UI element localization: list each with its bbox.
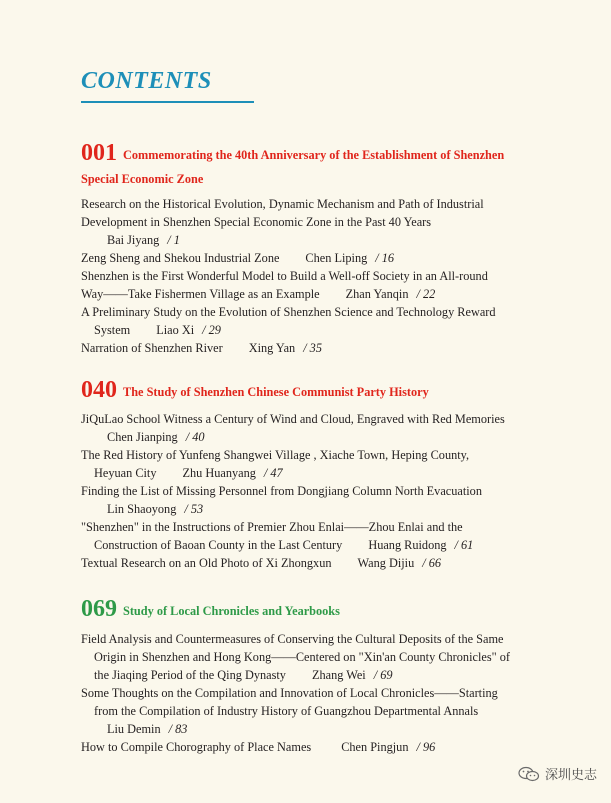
entry-author: Liao Xi bbox=[156, 323, 195, 337]
toc-entry[interactable]: Finding the List of Missing Personnel from Dongjiang Column North Evacuation Lin Shaoyong / 53 bbox=[81, 484, 482, 516]
toc-entry[interactable]: Research on the Historical Evolution, Dynamic Mechanism and Path of Industrial Development in Shenzhen Special Economic Zone in the Past 40 Years Bai Jiyang / 1 bbox=[81, 197, 484, 247]
entry-page: / 40 bbox=[185, 430, 205, 444]
section-number: 040 bbox=[81, 377, 117, 403]
toc-entry[interactable]: The Red History of Yunfeng Shangwei Village , Xiache Town, Heping County, Heyuan City Zhu Huanyang / 47 bbox=[81, 448, 470, 480]
section-069 bbox=[81, 598, 551, 756]
toc-entry[interactable]: "Shenzhen" in the Instructions of Premier Zhou Enlai——Zhou Enlai and the Construction of Baoan County in the Last Century Huang Ruidong / 61 bbox=[81, 520, 474, 552]
entry-author: Chen Jianping bbox=[107, 430, 178, 444]
entry-author: Wang Dijiu bbox=[357, 556, 415, 570]
page-title: CONTENTS bbox=[81, 68, 212, 94]
entry-author: Bai Jiyang bbox=[107, 233, 160, 247]
title-underline bbox=[81, 101, 254, 103]
section-040 bbox=[81, 379, 551, 572]
section-001 bbox=[81, 142, 551, 357]
entry-author: Huang Ruidong bbox=[368, 538, 447, 552]
entry-author: Zhan Yanqin bbox=[345, 287, 409, 301]
entry-author: Lin Shaoyong bbox=[107, 502, 177, 516]
entry-page: / 69 bbox=[373, 668, 393, 682]
entry-author: Chen Liping bbox=[305, 251, 368, 265]
section-title: Study of Local Chronicles and Yearbooks bbox=[123, 604, 340, 618]
entry-page: / 61 bbox=[454, 538, 474, 552]
section-title: Commemorating the 40th Anniversary of the Establishment of Shenzhen bbox=[123, 148, 505, 162]
entry-page: / 96 bbox=[416, 740, 436, 754]
entry-page: / 53 bbox=[184, 502, 204, 516]
entry-author: Chen Pingjun bbox=[341, 740, 409, 754]
toc-entry[interactable]: How to Compile Chorography of Place Names Chen Pingjun / 96 bbox=[81, 740, 436, 754]
section-number: 001 bbox=[81, 140, 117, 166]
entry-page: / 16 bbox=[375, 251, 395, 265]
entry-page: / 29 bbox=[202, 323, 221, 337]
toc-entry[interactable]: Some Thoughts on the Compilation and Innovation of Local Chronicles——Starting from the Compilation of Industry History of Guangzhou Departmental Annals Liu Demin / 83 bbox=[81, 686, 498, 736]
toc-entry[interactable]: JiQuLao School Witness a Century of Wind and Cloud, Engraved with Red Memories Chen Jianping / 40 bbox=[81, 412, 505, 444]
entry-page: / 1 bbox=[167, 233, 180, 247]
toc-entry[interactable]: Textual Research on an Old Photo of Xi Zhongxun Wang Dijiu / 66 bbox=[81, 556, 442, 570]
entry-page: / 22 bbox=[416, 287, 436, 301]
entry-author: Zhu Huanyang bbox=[182, 466, 256, 480]
entry-author: Liu Demin bbox=[107, 722, 161, 736]
entry-page: / 35 bbox=[303, 341, 322, 355]
toc-entry[interactable]: Narration of Shenzhen River Xing Yan / 35 bbox=[81, 341, 322, 355]
section-number: 069 bbox=[81, 596, 117, 622]
entry-author: Xing Yan bbox=[248, 341, 296, 355]
section-title-cont: Special Economic Zone bbox=[81, 172, 204, 186]
entry-page: / 83 bbox=[168, 722, 188, 736]
watermark bbox=[518, 764, 597, 783]
toc-entry[interactable]: A Preliminary Study on the Evolution of Shenzhen Science and Technology Reward System Liao Xi / 29 bbox=[81, 305, 496, 337]
entry-page: / 47 bbox=[263, 466, 283, 480]
watermark-text: 深圳史志 bbox=[544, 768, 597, 783]
section-title: The Study of Shenzhen Chinese Communist Party History bbox=[123, 385, 429, 399]
entry-author: Zhang Wei bbox=[311, 668, 366, 682]
toc-entry[interactable]: Zeng Sheng and Shekou Industrial Zone Chen Liping / 16 bbox=[81, 251, 395, 265]
wechat-icon bbox=[518, 766, 540, 782]
entry-page: / 66 bbox=[422, 556, 442, 570]
toc-entry[interactable]: Shenzhen is the First Wonderful Model to Build a Well-off Society in an All-round Way——Take Fishermen Village as an Example Zhan Yanqin / 22 bbox=[81, 269, 488, 301]
toc-entry[interactable]: Field Analysis and Countermeasures of Conserving the Cultural Deposits of the Same Origin in Shenzhen and Hong Kong——Centered on "Xin'an County Chronicles" of the Jiaqing Period of the Qing Dynasty Zhang Wei / 69 bbox=[81, 632, 510, 682]
